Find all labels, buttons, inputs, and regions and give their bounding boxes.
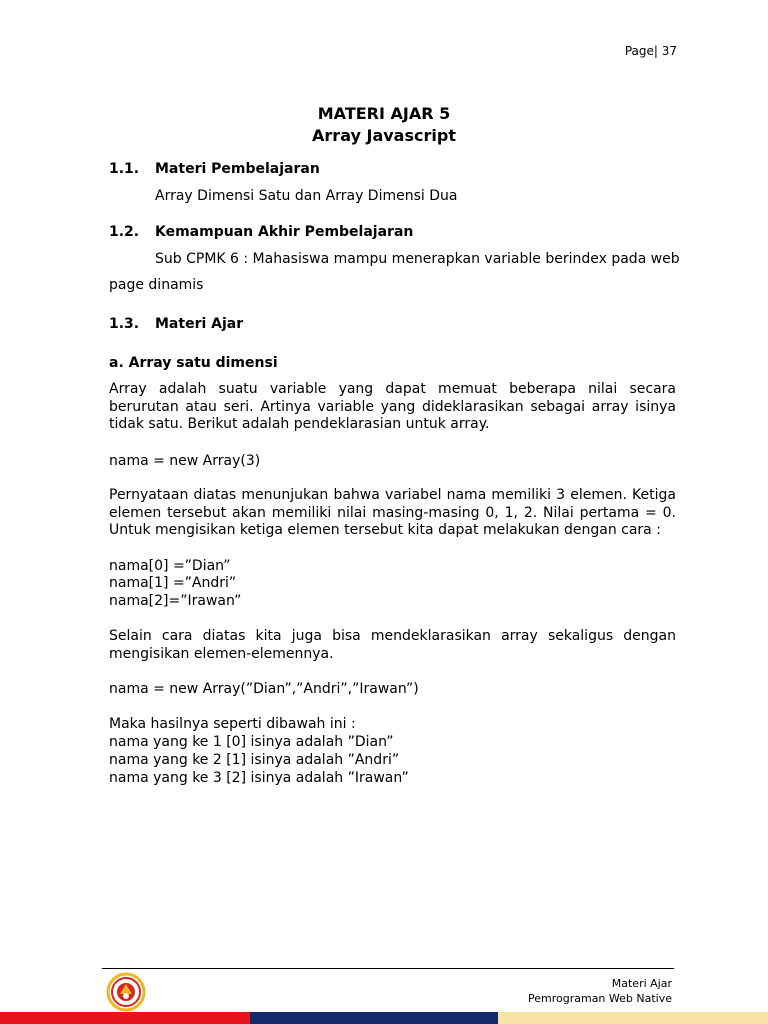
section-heading-1-2 bbox=[109, 224, 413, 240]
section-heading-1-1 bbox=[109, 161, 320, 177]
paragraph-array-definition: Array adalah suatu variable yang dapat memuat beberapa nilai secara berurutan atau seri. Artinya variable yang dideklarasikan sebagai array isinya tidak satu. Berikut adalah pendeklarasian untuk array. bbox=[109, 381, 676, 433]
code-line-array-literal: nama = new Array(”Dian”,”Andri”,”Irawan”) bbox=[109, 681, 419, 697]
footer-line-1: Materi Ajar bbox=[611, 977, 672, 990]
section-body-1-2-line2: page dinamis bbox=[109, 277, 204, 293]
footer-bar-navy bbox=[250, 1012, 498, 1024]
title-line-2: Array Javascript bbox=[312, 126, 456, 145]
document-title bbox=[0, 103, 768, 147]
result-line-3: nama yang ke 3 [2] isinya adalah ”Irawan” bbox=[109, 770, 409, 786]
footer-info bbox=[528, 976, 672, 1006]
paragraph-array-explanation: Pernyataan diatas menunjukan bahwa variabel nama memiliki 3 elemen. Ketiga elemen tersebut akan memiliki nilai masing-masing 0, 1, 2. Nilai pertama = 0. Untuk mengisikan ketiga elemen tersebut kita dapat melakukan dengan cara : bbox=[109, 487, 676, 539]
result-line-2: nama yang ke 2 [1] isinya adalah ”Andri” bbox=[109, 752, 400, 768]
paragraph-alternative-declaration: Selain cara diatas kita juga bisa mendeklarasikan array sekaligus dengan mengisikan elemen-elemennya. bbox=[109, 628, 676, 662]
result-line-1: nama yang ke 1 [0] isinya adalah ”Dian” bbox=[109, 734, 394, 750]
footer-bar-red bbox=[0, 1012, 250, 1024]
section-number: 1.2. bbox=[109, 224, 140, 240]
page-number: Page| 37 bbox=[624, 44, 677, 58]
code-line-assign-2: nama[2]=”Irawan” bbox=[109, 593, 242, 609]
section-body-1-1: Array Dimensi Satu dan Array Dimensi Dua bbox=[155, 188, 458, 204]
footer-line-2: Pemrograman Web Native bbox=[528, 992, 672, 1005]
code-line-assign-1: nama[1] =”Andri” bbox=[109, 575, 237, 591]
subsection-heading: a. Array satu dimensi bbox=[109, 355, 278, 371]
code-line-array-declaration: nama = new Array(3) bbox=[109, 453, 261, 469]
footer-bar-cream bbox=[498, 1012, 768, 1024]
section-title: Kemampuan Akhir Pembelajaran bbox=[155, 224, 414, 240]
section-title: Materi Pembelajaran bbox=[155, 161, 320, 177]
section-title: Materi Ajar bbox=[155, 316, 244, 332]
section-number: 1.3. bbox=[109, 316, 140, 332]
university-logo-icon bbox=[106, 972, 146, 1012]
section-heading-1-3 bbox=[109, 316, 243, 332]
section-body-1-2-line1: Sub CPMK 6 : Mahasiswa mampu menerapkan variable berindex pada web bbox=[155, 251, 680, 267]
result-intro: Maka hasilnya seperti dibawah ini : bbox=[109, 716, 356, 732]
section-number: 1.1. bbox=[109, 161, 140, 177]
title-line-1: MATERI AJAR 5 bbox=[317, 104, 451, 123]
code-line-assign-0: nama[0] =”Dian” bbox=[109, 558, 231, 574]
footer-divider bbox=[102, 968, 674, 969]
